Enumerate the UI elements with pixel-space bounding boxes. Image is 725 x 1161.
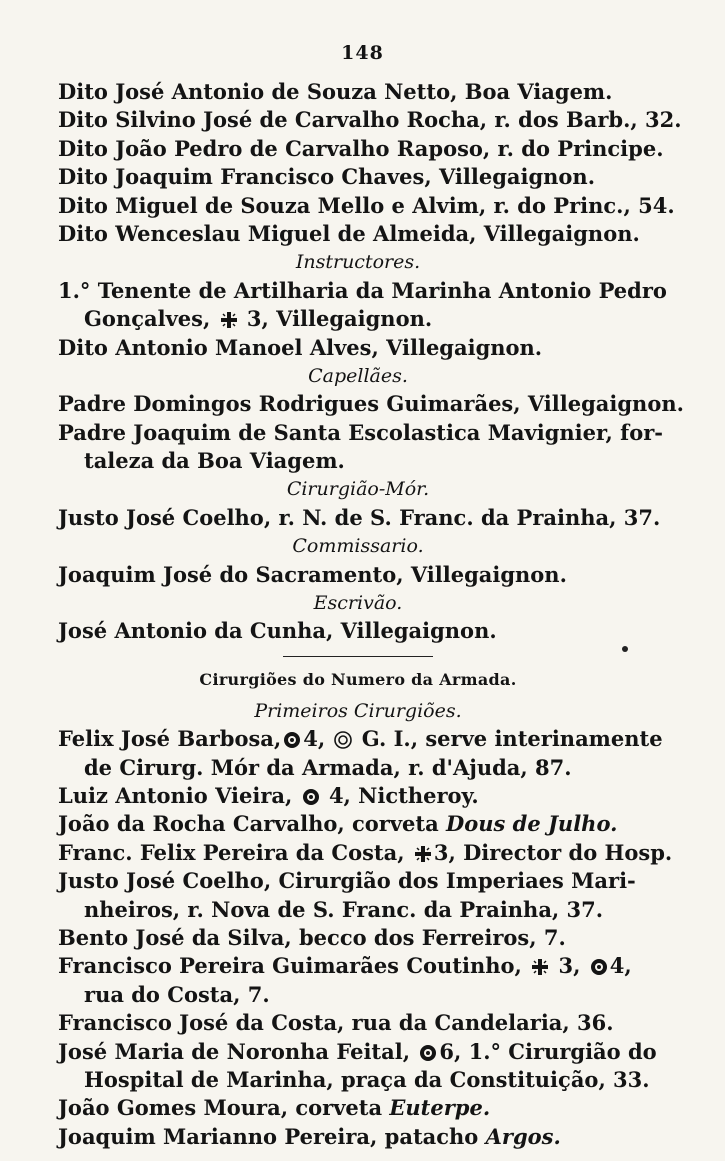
- text: Franc. Felix Pereira da Costa,: [58, 839, 405, 865]
- order-cross-icon: [220, 308, 238, 336]
- list-item: [58, 839, 673, 867]
- text: João Gomes Moura, corveta: [58, 1095, 383, 1121]
- heading-cirurgiao-mor: Cirurgião-Mór.: [286, 478, 430, 501]
- circle-order-icon: [334, 728, 352, 756]
- text: Francisco Pereira Guimarães Coutinho,: [58, 953, 522, 979]
- text: José Maria de Noronha Feital,: [58, 1038, 411, 1064]
- rose-order-icon: [302, 785, 320, 813]
- list-item: Padre Joaquim de Santa Escolastica Mavignier, for-: [58, 419, 663, 445]
- list-item: [58, 1123, 658, 1151]
- text: 4, Nictheroy.: [328, 782, 479, 808]
- list-item-continuation: rua do Costa, 7.: [84, 981, 270, 1007]
- list-item: [58, 1094, 658, 1122]
- section-divider: [283, 656, 433, 657]
- list-item: Justo José Coelho, Cirurgião dos Imperiaes Mari-: [58, 868, 636, 894]
- ship-name: Euterpe.: [389, 1095, 491, 1121]
- text: Joaquim Marianno Pereira, patacho: [58, 1123, 479, 1149]
- list-item-continuation: Hospital de Marinha, praça da Constituição, 33.: [84, 1066, 650, 1092]
- heading-commissario: Commissario.: [292, 535, 424, 558]
- page-number: 148: [341, 42, 384, 64]
- list-item: Bento José da Silva, becco dos Ferreiros, 7.: [58, 924, 566, 950]
- list-item: [58, 952, 658, 980]
- text: 4,: [609, 953, 632, 979]
- text: Felix José Barbosa,: [58, 726, 282, 752]
- list-item: [58, 810, 658, 838]
- text: 3, Villegaignon.: [246, 306, 433, 332]
- order-cross-icon: [531, 955, 549, 983]
- heading-escrivao: Escrivão.: [313, 592, 403, 615]
- list-item: Dito Joaquim Francisco Chaves, Villegaignon.: [58, 164, 596, 190]
- list-item: Dito José Antonio de Souza Netto, Boa Viagem.: [58, 79, 613, 104]
- list-item: [58, 1038, 658, 1066]
- text: 3,: [558, 953, 581, 979]
- rose-order-icon: [419, 1041, 437, 1069]
- list-item: Francisco José da Costa, rua da Candelaria, 36.: [58, 1010, 614, 1036]
- directory-list: [58, 78, 684, 1151]
- list-item: [58, 782, 658, 810]
- list-item: Dito Silvino José de Carvalho Rocha, r. dos Barb., 32.: [58, 107, 682, 133]
- rose-order-icon: [590, 955, 608, 983]
- text: G. I., serve interinamente: [361, 726, 663, 752]
- text: 6, 1.° Cirurgião do: [439, 1038, 657, 1064]
- section-title: Cirurgiões do Numero da Armada.: [199, 669, 517, 689]
- list-item-continuation: de Cirurg. Mór da Armada, r. d'Ajuda, 87.: [84, 754, 572, 780]
- order-cross-icon: [414, 842, 432, 870]
- text: Gonçalves,: [84, 306, 211, 332]
- list-item: Justo José Coelho, r. N. de S. Franc. da Prainha, 37.: [58, 504, 661, 530]
- list-item-continuation: nheiros, r. Nova de S. Franc. da Prainha, 37.: [84, 896, 604, 922]
- list-item: 1.° Tenente de Artilharia da Marinha Antonio Pedro: [58, 277, 667, 303]
- list-item: José Antonio da Cunha, Villegaignon.: [58, 618, 497, 644]
- list-item: Dito Antonio Manoel Alves, Villegaignon.: [58, 334, 543, 360]
- list-item: [58, 725, 663, 753]
- list-item: Dito Wenceslau Miguel de Almeida, Villegaignon.: [58, 220, 640, 246]
- text: 3, Director do Hosp.: [433, 839, 673, 865]
- heading-capellaes: Capellães.: [308, 364, 408, 387]
- ship-name: Argos.: [485, 1123, 561, 1149]
- list-item: Dito Miguel de Souza Mello e Alvim, r. do Princ., 54.: [58, 192, 675, 218]
- list-item-continuation: taleza da Boa Viagem.: [84, 448, 345, 474]
- list-item: Padre Domingos Rodrigues Guimarães, Villegaignon.: [58, 391, 684, 417]
- text: Luiz Antonio Vieira,: [58, 782, 293, 808]
- ink-dot: [622, 646, 628, 652]
- text: João da Rocha Carvalho, corveta: [58, 811, 439, 837]
- text: 4,: [303, 726, 326, 752]
- heading-primeiros-cirurgioes: Primeiros Cirurgiões.: [254, 699, 462, 722]
- list-item-continuation: [58, 305, 658, 333]
- list-item: Joaquim José do Sacramento, Villegaignon.: [58, 561, 567, 587]
- ship-name: Dous de Julho.: [446, 811, 618, 837]
- rose-order-icon: [283, 728, 301, 756]
- heading-instructores: Instructores.: [295, 251, 421, 274]
- list-item: Dito João Pedro de Carvalho Raposo, r. do Principe.: [58, 135, 664, 161]
